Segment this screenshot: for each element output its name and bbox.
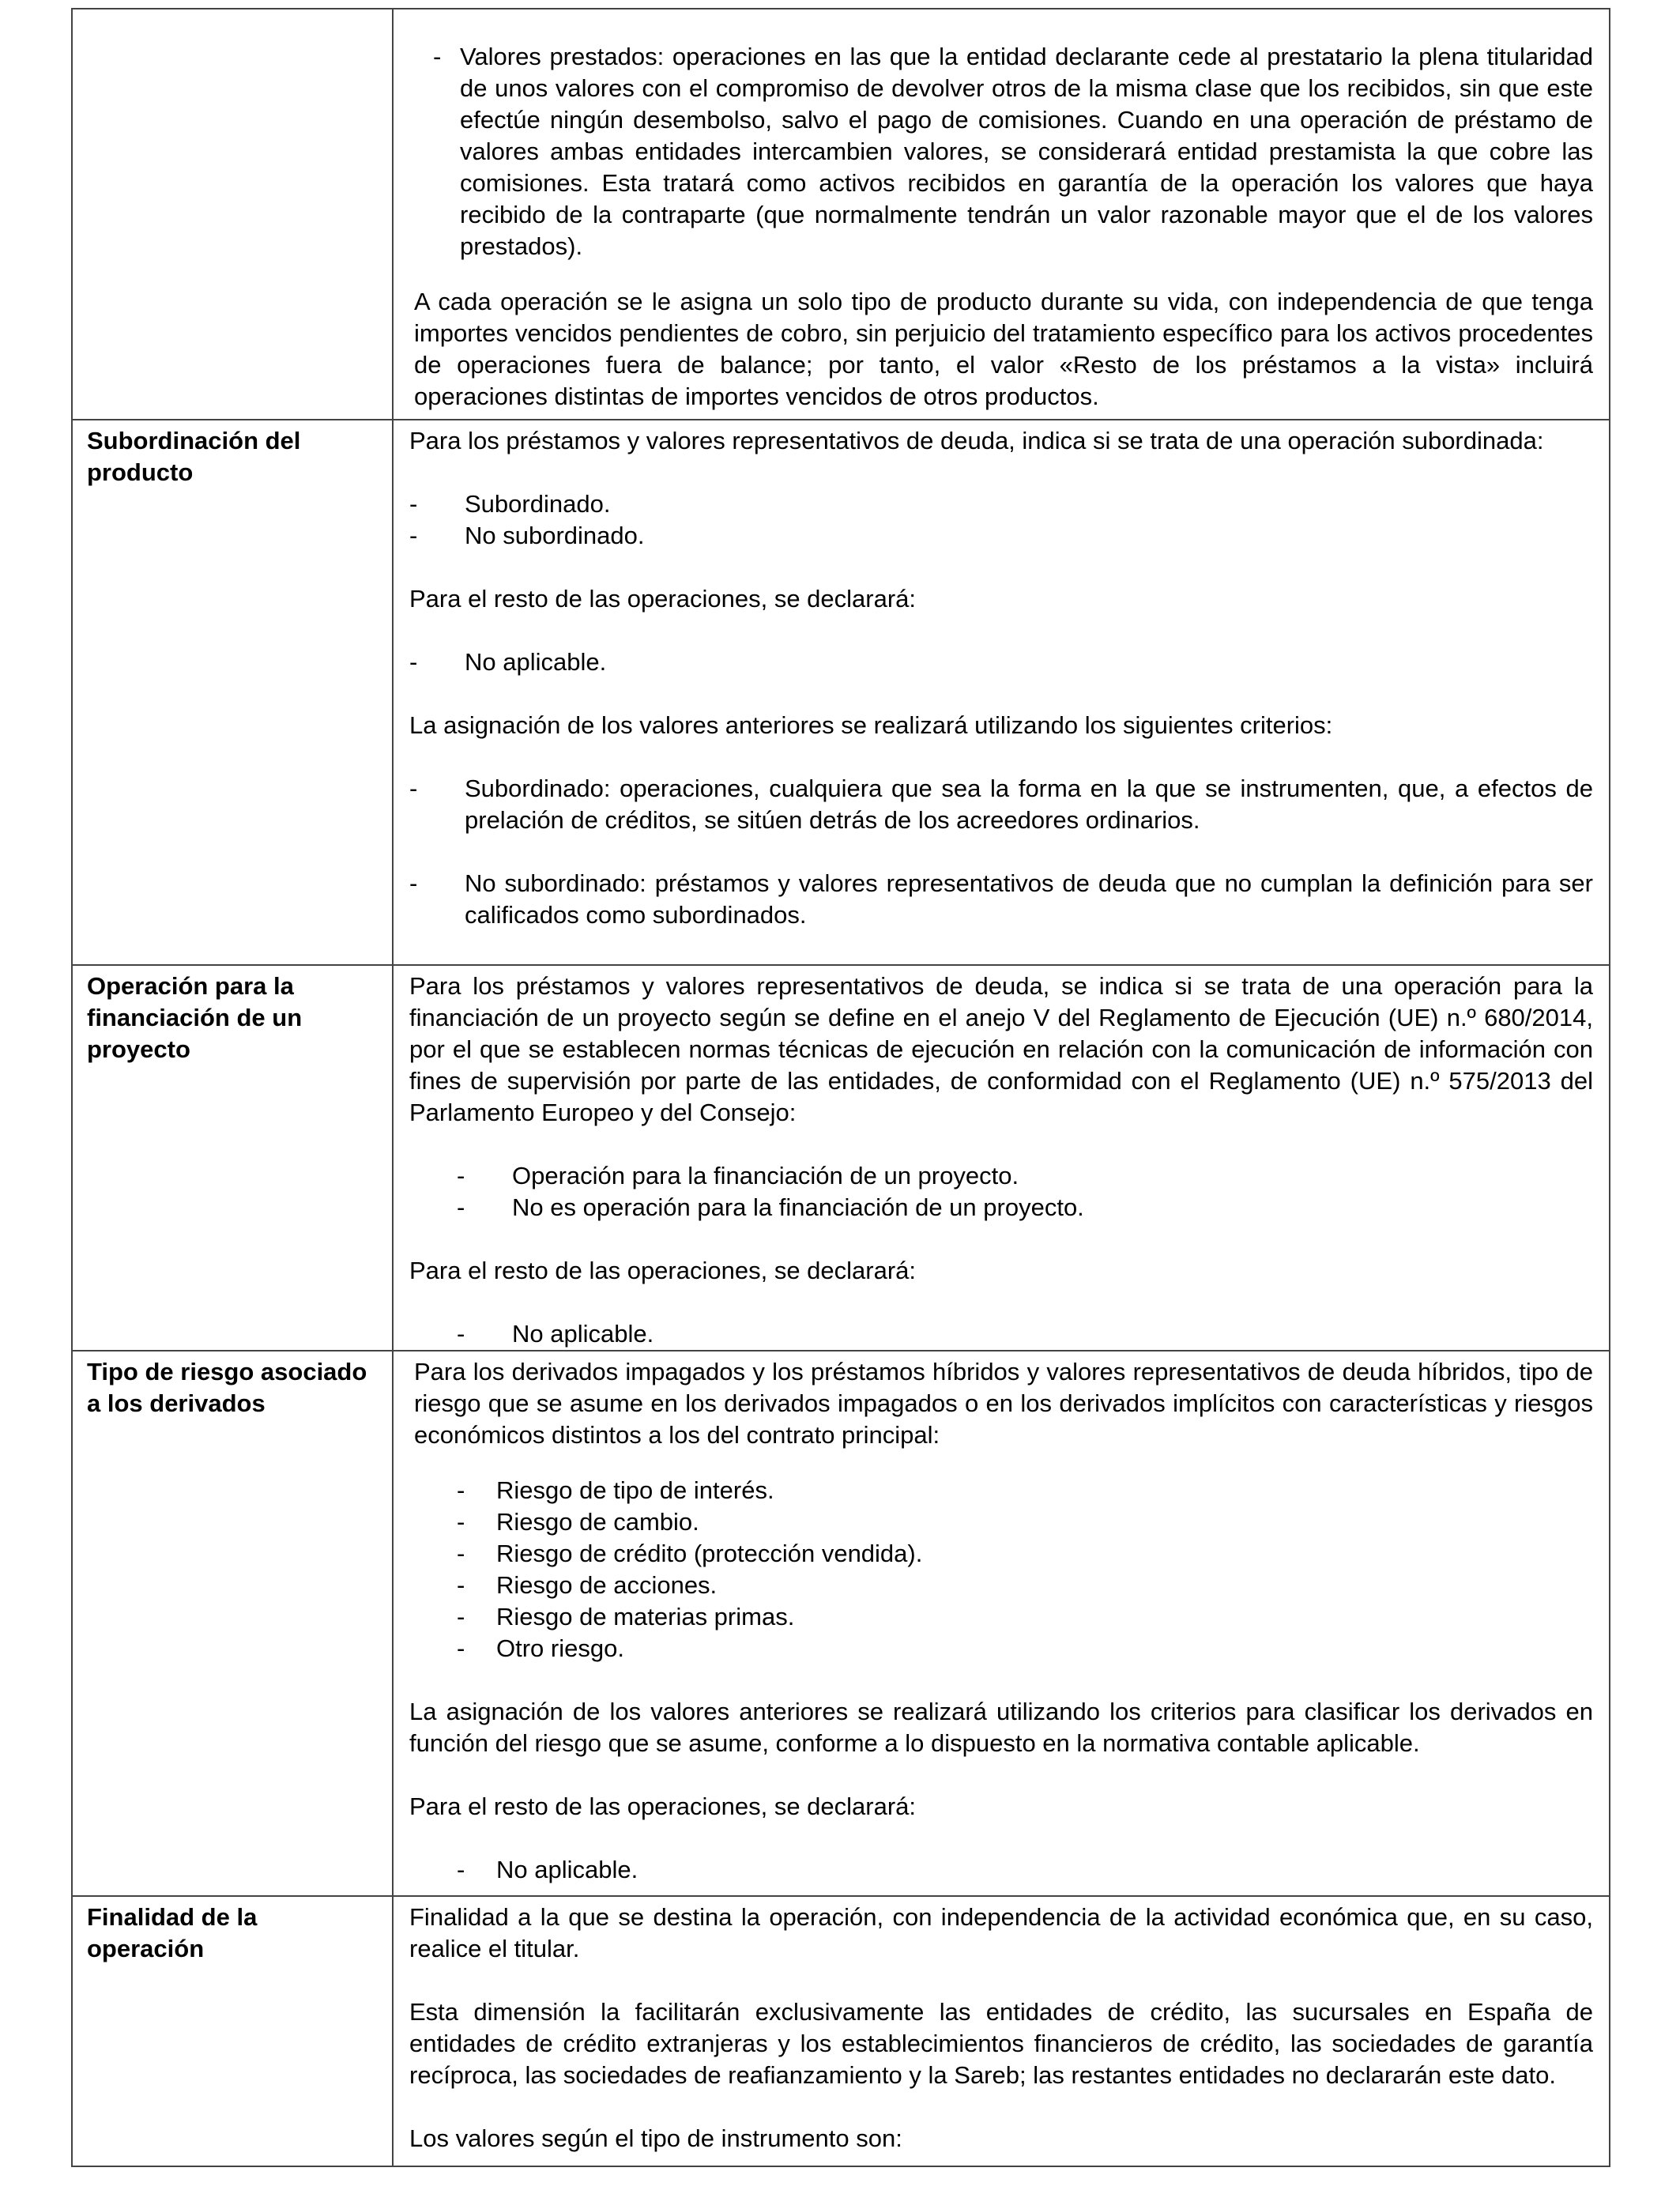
list-item [409,1192,1593,1223]
list-item [409,1318,1593,1350]
paragraph: Para los préstamos y valores representativos de deuda, se indica si se trata de una operación para la financiación de un proyecto según se define en el anejo V del Reglamento de Ejecución (UE) n.º 680/2014, por el que se establecen normas técnicas de ejecución en relación con la comunicación de información con fines de supervisión por parte de las entidades, de conformidad con el Reglamento (UE) n.º 575/2013 del Parlamento Europeo y del Consejo: [409,972,1593,1126]
paragraph: Finalidad a la que se destina la operación, con independencia de la actividad económica que, en su caso, realice el titular. [409,1903,1593,1962]
list-item-text: No es operación para la financiación de un proyecto. [512,1193,1084,1221]
row-content-cell [393,1351,1610,1896]
list-item-text: Otro riesgo. [496,1634,624,1662]
paragraph: Para los derivados impagados y los préstamos híbridos y valores representativos de deuda híbridos, tipo de riesgo que se asume en los derivados impagados o en los derivados implícitos con características y riesgos económicos distintos a los del contrato principal: [414,1358,1593,1449]
list-item-text: No aplicable. [465,648,607,676]
list-item-text: Riesgo de crédito (protección vendida). [496,1540,923,1567]
row-label-cell [72,9,393,420]
dash-bullet: - [457,1571,465,1599]
list-item [409,520,1593,552]
table-row [72,965,1610,1351]
list-item [409,647,1593,678]
dash-bullet: - [409,869,418,897]
document-page [71,8,1607,2151]
dash-bullet: - [457,1856,465,1883]
row-content-cell [393,1896,1610,2166]
table-row [72,1351,1610,1896]
row-label-cell [72,1351,393,1896]
list-item-text: No aplicable. [512,1320,654,1348]
list-item-text: No aplicable. [496,1856,638,1883]
dash-bullet: - [457,1508,465,1536]
row-content-cell [393,9,1610,420]
list-item-text: Subordinado. [465,490,611,518]
dash-bullet: - [457,1603,465,1630]
dash-bullet: - [457,1634,465,1662]
list-item-text: Riesgo de acciones. [496,1571,718,1599]
row-label: Tipo de riesgo asociado a los derivados [87,1358,367,1417]
list-item-text: Valores prestados: operaciones en las que la entidad declarante cede al prestatario la plena titularidad de unos valores con el compromiso de devolver otros de la misma clase que los recibidos, sin que este efectúe ningún desembolso, salvo el pago de comisiones. Cuando en una operación de préstamo de valores ambas entidades intercambien valores, se considerará entidad prestamista la que cobre las comisiones. Esta tratará como activos recibidos en garantía de la operación los valores que haya recibido de la contraparte (que normalmente tendrán un valor razonable mayor que el de los valores prestados). [460,43,1593,260]
list-item [409,868,1593,931]
paragraph: Para los préstamos y valores representativos de deuda, indica si se trata de una operación subordinada: [409,427,1544,454]
list-item [409,1854,1593,1886]
dash-bullet: - [409,648,418,676]
list-item-text: Riesgo de materias primas. [496,1603,795,1630]
table-row [72,1896,1610,2166]
dash-bullet: - [409,522,418,549]
list-item-text: No subordinado: préstamos y valores representativos de deuda que no cumplan la definición para ser calificados como subordinados. [465,869,1593,929]
list-item [409,41,1593,262]
dash-bullet: - [433,43,442,70]
list-item-text: Riesgo de tipo de interés. [496,1476,774,1504]
table-row [72,9,1610,420]
list-item [409,488,1593,520]
row-content-cell [393,965,1610,1351]
dash-bullet: - [409,775,418,802]
list-item [409,1506,1593,1538]
list-item [409,1633,1593,1664]
table-row [72,420,1610,965]
dash-bullet: - [409,490,418,518]
list-item-text: Subordinado: operaciones, cualquiera que sea la forma en la que se instrumenten, que, a efectos de prelación de créditos, se sitúen detrás de los acreedores ordinarios. [465,775,1593,834]
row-label [73,9,392,14]
row-label-cell [72,1896,393,2166]
row-label-cell [72,965,393,1351]
dash-bullet: - [457,1540,465,1567]
row-label: Finalidad de la operación [87,1903,258,1962]
list-item-text: No subordinado. [465,522,645,549]
dash-bullet: - [457,1320,465,1348]
definitions-table [71,8,1610,2167]
row-label: Subordinación del producto [87,427,301,486]
dash-bullet: - [457,1476,465,1504]
row-label: Operación para la financiación de un proyecto [87,972,303,1063]
list-item-text: Operación para la financiación de un proyecto. [512,1162,1019,1189]
list-item [409,1160,1593,1192]
paragraph: Los valores según el tipo de instrumento son: [409,2124,902,2152]
dash-bullet: - [457,1193,465,1221]
list-item [409,773,1593,836]
paragraph: Para el resto de las operaciones, se declarará: [409,585,917,613]
list-item-text: Riesgo de cambio. [496,1508,699,1536]
list-item [409,1538,1593,1570]
paragraph: Para el resto de las operaciones, se declarará: [409,1793,917,1820]
list-item [409,1475,1593,1506]
paragraph: Esta dimensión la facilitarán exclusivamente las entidades de crédito, las sucursales en España de entidades de crédito extranjeras y los establecimientos financieros de crédito, las sociedades de garantía recíproca, las sociedades de reafianzamiento y la Sareb; las restantes entidades no declararán este dato. [409,1998,1593,2089]
list-item [409,1601,1593,1633]
paragraph: A cada operación se le asigna un solo tipo de producto durante su vida, con independencia de que tenga importes vencidos pendientes de cobro, sin perjuicio del tratamiento específico para los activos procedentes de operaciones fuera de balance; por tanto, el valor «Resto de los préstamos a la vista» incluirá operaciones distintas de importes vencidos de otros productos. [414,288,1593,410]
paragraph: La asignación de los valores anteriores se realizará utilizando los siguientes criterios: [409,711,1333,739]
paragraph: Para el resto de las operaciones, se declarará: [409,1257,917,1284]
paragraph: La asignación de los valores anteriores se realizará utilizando los criterios para clasificar los derivados en función del riesgo que se asume, conforme a lo dispuesto en la normativa contable aplicable. [409,1698,1593,1757]
row-content-cell [393,420,1610,965]
dash-bullet: - [457,1162,465,1189]
row-label-cell [72,420,393,965]
list-item [409,1570,1593,1601]
